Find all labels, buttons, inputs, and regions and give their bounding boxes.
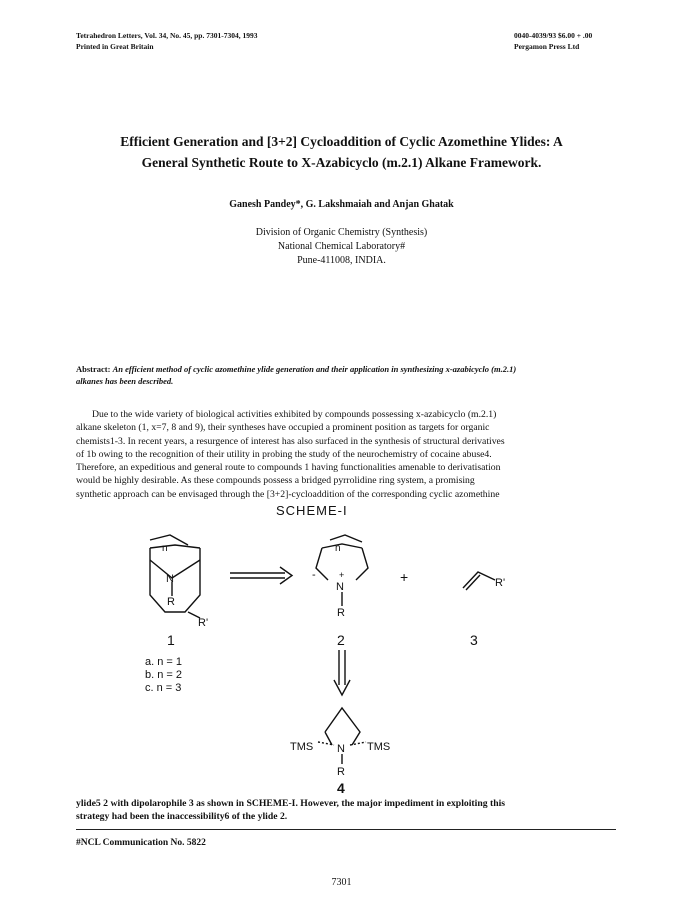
compound-3-r-prime: R' [495,577,506,589]
compound-1-variant-a: a. n = 1 [145,656,183,668]
compound-2-minus: - [312,569,316,581]
issn-code: 0040-4039/93 $6.00 + .00 [514,31,593,40]
paragraph-line-2: alkane skeleton (1, x=7, 8 and 9), their syntheses have occupied a prominent position as targets for organic [76,422,490,434]
paragraph-line-6: would be highly desirable. As these compounds possess a bridged pyrrolidine ring system, a promising [76,475,475,487]
paragraph-line-5: Therefore, an expeditious and general route to compounds 1 having functionalities amenable to derivatisation [76,462,501,474]
abstract-text-1: An efficient method of cyclic azomethine ylide generation and their application in synthesizing x-azabicyclo (m.2.1) [112,364,517,374]
compound-1-variant-c: c. n = 3 [145,682,182,694]
plus-sign: + [400,569,409,585]
publisher: Pergamon Press Ltd [514,42,580,51]
compound-3-chain [463,572,495,588]
compound-2-top-bridge [330,535,362,542]
compound-1-upper-ring [150,545,200,548]
authors: Ganesh Pandey*, G. Lakshmaiah and Anjan Ghatak [229,199,454,210]
compound-1-variant-b: b. n = 2 [145,669,183,681]
compound-1-r-prime: R' [198,617,209,629]
closing-paragraph [76,797,616,824]
compound-1-n-label: n [162,543,168,554]
footnote-divider [76,829,616,830]
paragraph-line-1: Due to the wide variety of biological activities exhibited by compounds possessing x-azabicyclo (m.2.1) [92,409,497,420]
compound-1-number: 1 [167,632,175,648]
reaction-scheme [0,520,683,820]
compound-4-tms-right: TMS [367,741,391,753]
footnote: #NCL Communication No. 5822 [76,838,206,848]
paper-title-line-2: General Synthetic Route to X-Azabicyclo (m.2.1) Alkane Framework. [141,155,542,170]
compound-4-ring [325,708,360,745]
printed-in: Printed in Great Britain [76,42,154,51]
page-number: 7301 [331,877,352,888]
journal-citation: Tetrahedron Letters, Vol. 34, No. 45, pp. 7301-7304, 1993 [76,31,258,40]
paragraph-line-7: synthetic approach can be envisaged through the [3+2]-cycloaddition of the corresponding cyclic azomethine [76,488,500,500]
abstract [76,364,616,387]
abstract-text-2: alkanes has been described. [76,375,174,386]
compound-2-number: 2 [337,632,345,648]
closing-line-2: strategy had been the inaccessibility6 of the ylide 2. [76,811,288,823]
closing-line-1: ylide5 2 with dipolarophile 3 as shown in SCHEME-I. However, the major impediment in exploiting this [76,798,506,809]
scheme-title: SCHEME-I [276,503,348,518]
paragraph-line-4: of 1b owing to the recognition of their utility in probing the study of the neurochemistry of cocaine abuse4. [76,448,492,460]
retro-down-head [334,680,350,695]
intro-paragraph [76,408,616,501]
compound-2-n-label: n [335,543,341,554]
compound-4-number: 4 [337,780,345,796]
compound-2-n-atom: N [336,581,344,593]
compound-2-r-label: R [337,607,345,619]
abstract-label: Abstract: [76,364,111,374]
compound-1-n-atom: N [166,573,174,585]
compound-4-r-label: R [337,766,345,778]
paper-title-line-1: Efficient Generation and [3+2] Cycloaddition of Cyclic Azomethine Ylides: A [120,134,563,149]
retro-down-shaft [339,650,345,685]
compound-1-n-bridge [150,560,200,578]
compound-4-tms-left: TMS [290,741,314,753]
retro-arrow-head [280,567,292,584]
affiliation-line-1: Division of Organic Chemistry (Synthesis) [255,227,428,238]
compound-2-plus: + [339,570,345,580]
affiliation-line-3: Pune-411008, INDIA. [297,255,386,266]
compound-1-outer-ring [150,548,200,612]
compound-1-top-bridge [150,535,188,545]
paragraph-line-3: chemists1-3. In recent years, a resurgence of interest has also surfaced in the synthesis of structural derivatives [76,435,505,447]
affiliation-line-2: National Chemical Laboratory# [277,241,406,252]
compound-3-number: 3 [470,632,478,648]
compound-4-n-atom: N [337,743,345,755]
compound-1-r-label: R [167,596,175,608]
retro-arrow-shaft [230,573,285,578]
